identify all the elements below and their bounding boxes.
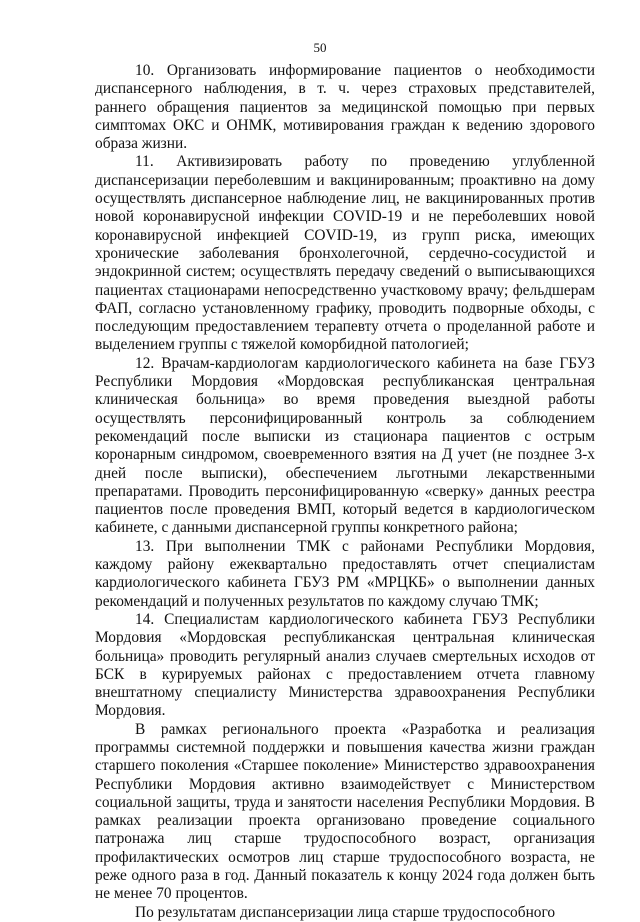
paragraph-item-12: 12. Врачам-кардиологам кардиологического кабинета на базе ГБУЗ Республики Мордовия «Мордовская республиканская центральная клиническая больница» во время проведения выездной работы осуществлять персонифицированный контроль за соблюдением рекомендаций после выписки из стационара пациентов с острым коронарным синдромом, своевременного взятия на Д учет (не позднее 3-х дней после выписки), обеспечением льготными лекарственными препаратами. Проводить персонифицированную «сверку» данных реестра пациентов после проведения ВМП, который ведется в кардиологическом кабинете, с данными диспансерной группы конкретного района; (95, 354, 595, 537)
paragraph-item-11: 11. Активизировать работу по проведению углубленной диспансеризации переболевшим и вакцинированным; проактивно на дому осуществлять диспансерное наблюдение лиц, не вакцинированных против новой коронавирусной инфекции COVID-19 и не переболевших новой коронавирусной инфекцией COVID-19, из групп риска, имеющих хронические заболевания бронхолегочной, сердечно-сосудистой и эндокринной систем; осуществлять передачу сведений о выписывающихся пациентах стационарами непосредственно участковому врачу; фельдшерам ФАП, согласно установленному графику, проводить подворные обходы, с последующим предоставлением терапевту отчета о проделанной работе и выделением группы с тяжелой коморбидной патологией; (95, 153, 595, 354)
paragraph-item-10: 10. Организовать информирование пациентов о необходимости диспансерного наблюдения, в т. ч. через страховых представителей, раннего обращения пациентов за медицинской помощью при первых симптомах ОКС и ОНМК, мотивирования граждан к ведению здорового образа жизни. (95, 62, 595, 153)
body-text (95, 62, 595, 922)
page-number: 50 (313, 40, 327, 55)
paragraph-item-13: 13. При выполнении ТМК с районами Республики Мордовия, каждому району ежеквартально предоставлять отчет специалистам кардиологического кабинета ГБУЗ РМ «МРЦКБ» о выполнении данных рекомендаций и полученных результатов по каждому случаю ТМК; (95, 537, 595, 610)
paragraph-item-14: 14. Специалистам кардиологического кабинета ГБУЗ Республики Мордовия «Мордовская республиканская центральная клиническая больница» проводить регулярный анализ случаев смертельных исходов от БСК в курируемых районах с предоставлением отчета главному внештатному специалисту Министерства здравоохранения Республики Мордовия. (95, 610, 595, 720)
paragraph-older-generation-project: В рамках регионального проекта «Разработка и реализация программы системной поддержки и повышения качества жизни граждан старшего поколения «Старшее поколение» Министерство здравоохранения Республики Мордовия активно взаимодействует с Министерством социальной защиты, труда и занятости населения Республики Мордовия. В рамках реализации проекта организовано проведение социального патронажа лиц старше трудоспособного возраст, организация профилактических осмотров лиц старше трудоспособного возраста, не реже одного раза в год. Данный показатель к концу 2024 года должен быть не менее 70 процентов. (95, 720, 595, 903)
paragraph-dispensary-results: По результатам диспансеризации лица старше трудоспособного (135, 903, 556, 921)
